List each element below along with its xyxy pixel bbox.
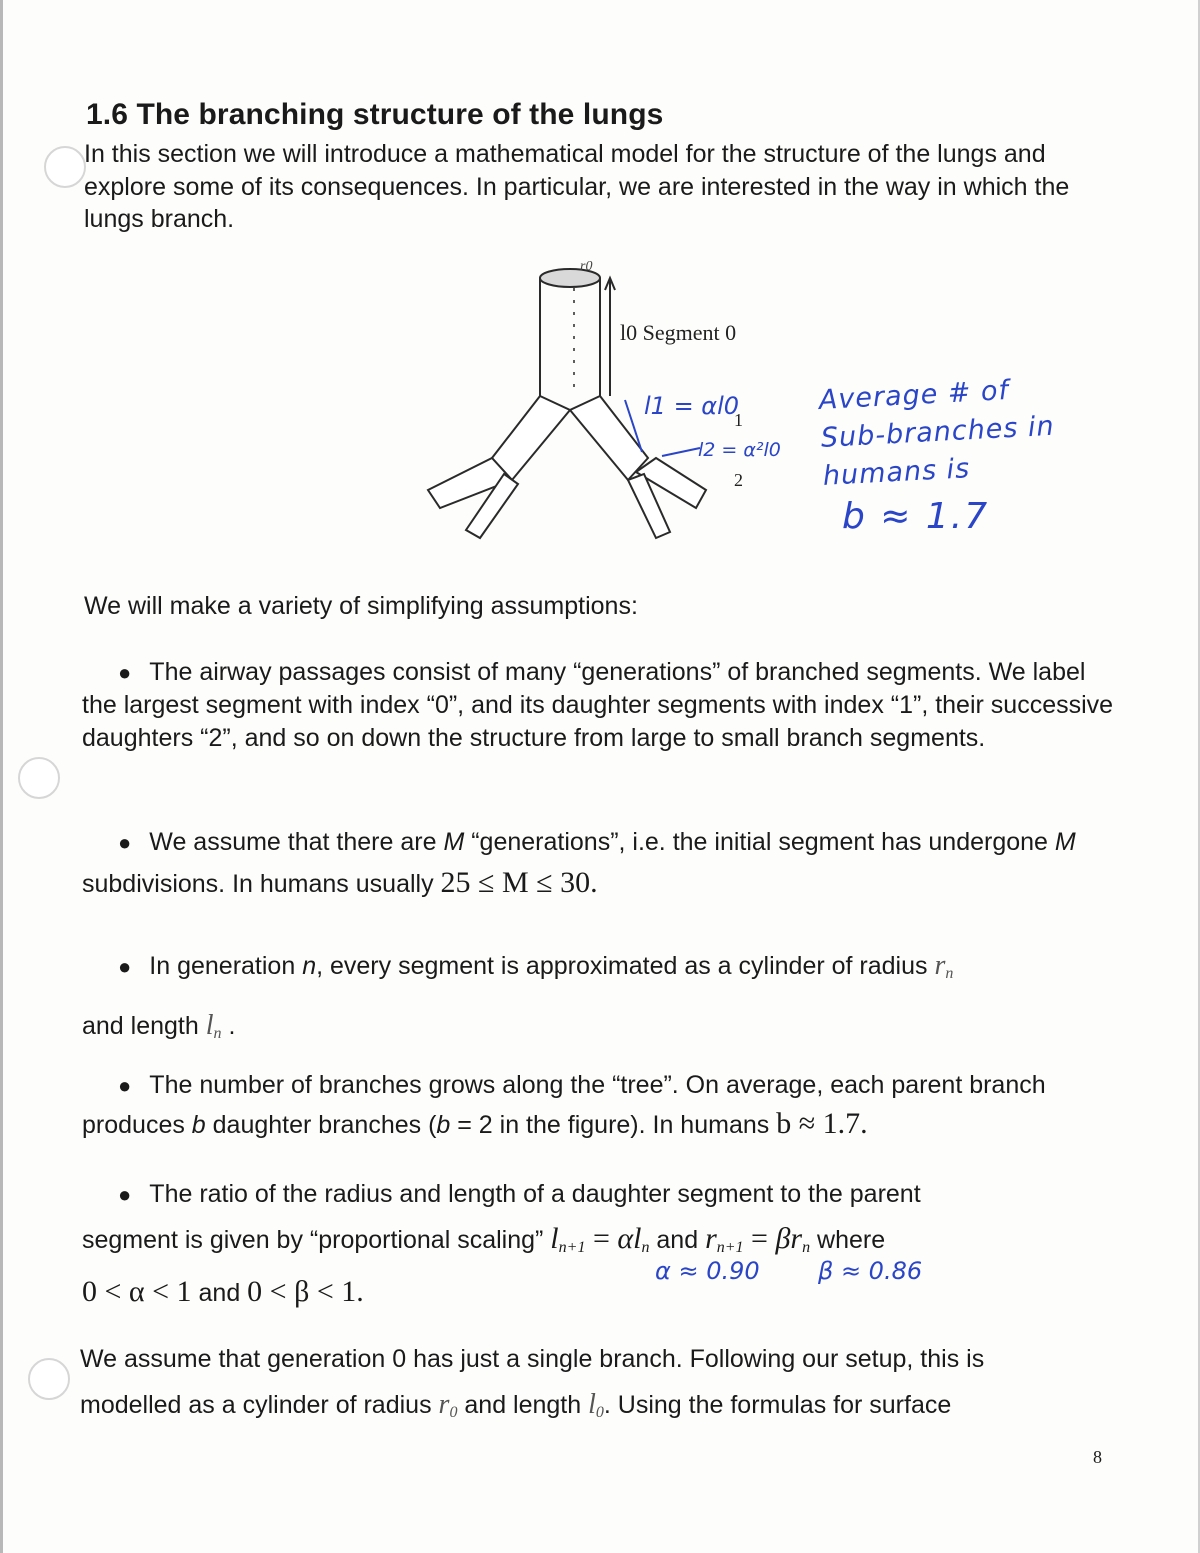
lung-branching-figure <box>400 248 800 548</box>
handwritten-alpha: α ≈ 0.90 <box>655 1257 760 1285</box>
bullet-generations <box>82 656 1122 755</box>
handnote-line: Average # of <box>818 375 1010 416</box>
paragraph-text: modelled as a cylinder of radius <box>80 1391 439 1419</box>
l0-segment-label: l0 Segment 0 <box>620 320 737 345</box>
bullet-text: . <box>221 1012 236 1040</box>
r0-label: r0 <box>580 259 593 274</box>
section-title: 1.6 The branching structure of the lungs <box>86 98 664 131</box>
handnote-line: humans is <box>822 453 971 492</box>
bullet-text: In generation <box>149 952 303 980</box>
math-length-scaling: $l_{n+1} = \alpha l_n$ <box>550 1222 650 1256</box>
math-var: b <box>436 1111 451 1139</box>
handnote-value: b ≈ 1.7 <box>842 496 990 537</box>
punch-hole <box>44 146 86 188</box>
handwritten-beta: β ≈ 0.86 <box>818 1257 923 1285</box>
math-expression: 25 ≤ M ≤ 30. <box>440 866 598 899</box>
bullet-text: The airway passages consist of many “generations” of branched segments. We label the largest segment with index “0”, and its daughter segments with index “1”, their successive daughters “2”, and so on down the structure from large to small branch segments. <box>82 658 1114 752</box>
handnote-line: Sub-branches in <box>820 410 1056 454</box>
generation-1-label: 1 <box>734 410 743 430</box>
bullet-text: The number of branches grows along the “tree”. On average, each parent branch produces <box>82 1071 1046 1139</box>
math-r0: $r_0$ <box>438 1389 458 1421</box>
math-l0: $l_0$ <box>588 1389 604 1421</box>
math-var: b <box>191 1111 206 1139</box>
bullet-branches <box>82 1066 1122 1144</box>
bullet-dot-icon: ● <box>118 1182 132 1207</box>
scan-left-edge <box>0 0 3 1553</box>
bullet-text: = 2 in the figure). In humans <box>450 1111 777 1139</box>
assumptions-intro: We will make a variety of simplifying assumptions: <box>84 592 638 620</box>
intro-paragraph: In this section we will introduce a mathematical model for the structure of the lungs and explore some of its consequences. In particular, we are interested in the way in which the lungs branch. <box>84 140 1070 233</box>
hand-l2-label: l2 = α²l0 <box>698 439 781 461</box>
bullet-text: where <box>810 1226 886 1254</box>
math-condition: 0 < β < 1. <box>247 1275 364 1308</box>
hand-l1-label: l1 = αl0 <box>644 392 740 420</box>
punch-hole <box>28 1358 70 1400</box>
bullet-dot-icon: ● <box>118 954 132 979</box>
page-number: 8 <box>1093 1447 1102 1467</box>
bullet-dot-icon: ● <box>118 660 132 685</box>
bullet-text: We assume that there are <box>149 828 444 856</box>
bullet-text: and length <box>82 1012 206 1040</box>
bullet-dot-icon: ● <box>118 830 132 855</box>
bullet-cylinder <box>82 940 1122 1060</box>
closing-paragraph <box>80 1336 1120 1436</box>
paragraph-text: . Using the formulas for surface <box>603 1391 952 1419</box>
math-var: M <box>1054 828 1076 856</box>
bullet-text: subdivisions. In humans usually <box>82 870 441 898</box>
bullet-dot-icon: ● <box>118 1073 132 1098</box>
paragraph-text: and length <box>457 1391 589 1419</box>
math-var: M <box>443 828 465 856</box>
bullet-m-generations <box>82 822 1122 904</box>
math-rn: $r_n$ <box>934 950 954 982</box>
bullet-scaling <box>82 1172 1122 1315</box>
bullet-text: The ratio of the radius and length of a daughter segment to the parent <box>149 1180 921 1208</box>
math-ln: $l_n$ <box>205 1010 222 1042</box>
handwritten-note <box>818 370 1058 496</box>
bullet-text: and <box>649 1226 706 1254</box>
bullet-text: segment is given by “proportional scaling” <box>82 1226 551 1254</box>
paragraph-text: We assume that generation 0 has just a single branch. Following our setup, this is <box>80 1345 985 1373</box>
punch-hole <box>18 757 60 799</box>
math-var: n <box>302 952 317 980</box>
bullet-text: daughter branches ( <box>205 1111 437 1139</box>
math-condition: 0 < α < 1 <box>82 1275 192 1308</box>
math-radius-scaling: $r_{n+1} = \beta r_n$ <box>705 1222 811 1256</box>
bullet-text: , every segment is approximated as a cylinder of radius <box>316 952 935 980</box>
bullet-text: “generations”, i.e. the initial segment has undergone <box>464 828 1055 856</box>
bullet-text: and <box>191 1279 248 1307</box>
math-expression: b ≈ 1.7. <box>776 1107 868 1140</box>
generation-2-label: 2 <box>734 470 743 490</box>
